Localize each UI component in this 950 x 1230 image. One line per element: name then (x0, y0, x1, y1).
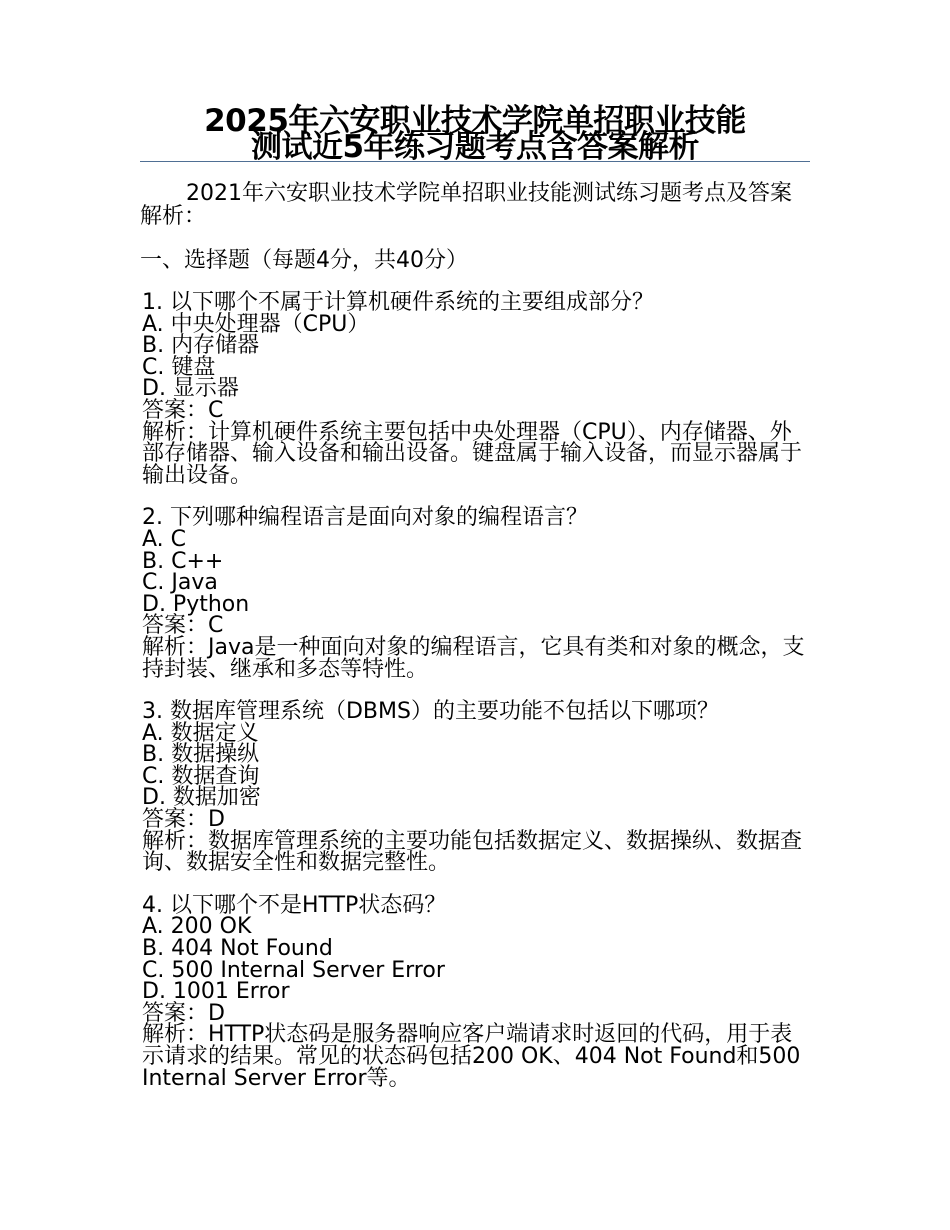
answer: 答案：C (142, 613, 224, 639)
option-d: D. 显示器 (142, 376, 239, 402)
section-heading: 一、选择题（每题4分，共40分） (140, 248, 468, 273)
answer: 答案：D (142, 1000, 225, 1026)
answer: 答案：C (142, 397, 224, 423)
option-b: B. C++ (142, 548, 224, 574)
option-c: C. 500 Internal Server Error (142, 957, 445, 983)
option-b: B. 内存储器 (142, 333, 260, 359)
explanation: 解析：数据库管理系统的主要功能包括数据定义、数据操纵、数据查询、数据安全性和数据完整性。 (142, 828, 803, 876)
option-a: A. 200 OK (142, 914, 252, 940)
explanation: 解析：Java是一种面向对象的编程语言，它具有类和对象的概念，支持封装、继承和多态等特性。 (142, 634, 805, 682)
title-line-1: 2025年六安职业技术学院单招职业技能 (204, 103, 746, 139)
title-divider (140, 161, 810, 162)
option-a: A. 数据定义 (142, 720, 259, 746)
option-a: A. C (142, 526, 187, 552)
question-text: 4. 以下哪个不是HTTP状态码？ (142, 892, 447, 918)
title-line-2: 测试近5年练习题考点含答案解析 (250, 129, 700, 165)
question-list (142, 292, 807, 1110)
question-block-4 (142, 892, 807, 1091)
question-text: 1. 以下哪个不属于计算机硬件系统的主要组成部分？ (142, 290, 654, 315)
option-b: B. 数据操纵 (142, 742, 260, 768)
question-block-1 (142, 292, 807, 486)
page-title (140, 103, 810, 165)
intro-paragraph: 2021年六安职业技术学院单招职业技能测试练习题考点及答案解析： (140, 181, 792, 229)
option-c: C. Java (142, 570, 218, 596)
option-c: C. 键盘 (142, 354, 216, 380)
option-d: D. Python (142, 591, 250, 617)
option-c: C. 数据查询 (142, 763, 260, 789)
question-block-2 (142, 507, 807, 680)
option-a: A. 中央处理器（CPU） (142, 311, 370, 337)
question-block-3 (142, 701, 807, 874)
option-b: B. 404 Not Found (142, 936, 333, 962)
explanation: 解析：计算机硬件系统主要包括中央处理器（CPU）、内存储器、外部存储器、输入设备和输出设备。键盘属于输入设备，而显示器属于输出设备。 (142, 419, 803, 488)
explanation: 解析：HTTP状态码是服务器响应客户端请求时返回的代码，用于表示请求的结果。常见的状态码包括200 OK、404 Not Found和500 Internal Server Error等。 (142, 1022, 801, 1091)
answer: 答案：D (142, 807, 225, 833)
option-d: D. 1001 Error (142, 979, 290, 1005)
question-text: 2. 下列哪种编程语言是面向对象的编程语言？ (142, 505, 588, 531)
question-text: 3. 数据库管理系统（DBMS）的主要功能不包括以下哪项？ (142, 699, 719, 725)
option-d: D. 数据加密 (142, 785, 261, 811)
